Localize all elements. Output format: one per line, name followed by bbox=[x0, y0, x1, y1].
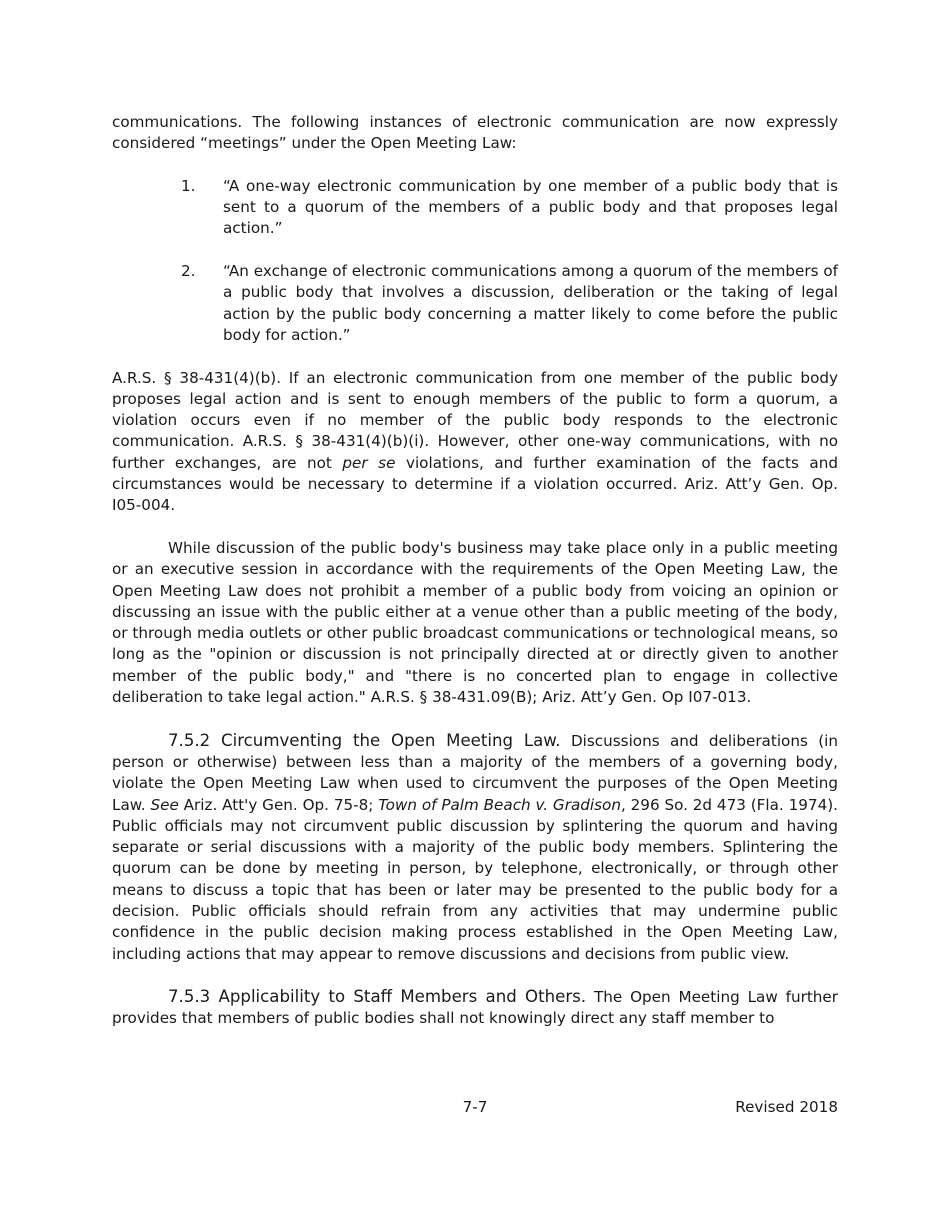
list-item bbox=[112, 176, 838, 240]
statute-text-1: A.R.S. § 38-431(4)(b). If an electronic communication from one member of the public body proposes legal action and is sent to enough members of the public to form a quorum, a violation occurs even if no member of the public body responds to the electronic communication. A.R.S. § 38-431(4)(b)(i). However, other one-way communications, with no further exchanges, are not bbox=[112, 368, 838, 472]
section-text: Ariz. Att'y Gen. Op. 75-8; bbox=[178, 795, 379, 814]
section-heading: 7.5.3 Applicability to Staff Members and Others. bbox=[168, 987, 587, 1007]
per-se-italic: per se bbox=[342, 453, 396, 472]
section-text: , 296 So. 2d 473 (Fla. 1974). Public officials may not circumvent public discussion by splintering the quorum and having separate or serial discussions with a majority of the public body members. Splintering the quorum can be done by meeting in person, by telephone, electronically, or through other means to discuss a topic that has been or later may be presented to the public body for a decision. Public officials should refrain from any activities that may undermine public confidence in the public decision making process established in the Open Meeting Law, including actions that may appear to remove discussions and decisions from public view. bbox=[112, 795, 838, 963]
discussion-paragraph: While discussion of the public body's business may take place only in a public meeting or an executive session in accordance with the requirements of the Open Meeting Law, the Open Meeting Law does not prohibit a member of a public body from voicing an opinion or discussing an issue with the public either at a venue other than a public meeting of the body, or through media outlets or other public broadcast communications or technological means, so long as the "opinion or discussion is not principally directed at or directly given to another member of the public body," and "there is no concerted plan to engage in collective deliberation to take legal action." A.R.S. § 38-431.09(B); Ariz. Att’y Gen. Op I07-013. bbox=[112, 538, 838, 707]
section-text: The Open Meeting Law further provides that members of public bodies shall not knowingly direct any staff member to bbox=[112, 988, 838, 1028]
page-number: 7-7 bbox=[462, 1098, 488, 1116]
list-item-text: “A one-way electronic communication by one member of a public body that is sent to a quorum of the members of a public body and that proposes legal action.” bbox=[223, 176, 838, 238]
meetings-list bbox=[112, 176, 838, 346]
section-text: Discussions and deliberations (in person or otherwise) between less than a majority of the members of a governing body, violate the Open Meeting Law when used to circumvent the purposes of the Open Meeting Law. bbox=[112, 731, 838, 814]
section-7-5-2 bbox=[112, 730, 838, 965]
page-footer bbox=[112, 1098, 838, 1120]
see-signal: See bbox=[150, 795, 179, 814]
statute-paragraph bbox=[112, 368, 838, 517]
intro-paragraph: communications. The following instances of electronic communication are now expressly considered “meetings” under the Open Meeting Law: bbox=[112, 113, 838, 153]
list-item-number: 1. bbox=[181, 176, 196, 195]
section-7-5-3 bbox=[112, 986, 838, 1030]
section-heading: 7.5.2 Circumventing the Open Meeting Law. bbox=[168, 730, 561, 750]
list-item bbox=[112, 261, 838, 346]
document-page bbox=[112, 112, 838, 1030]
list-item-text: “An exchange of electronic communications among a quorum of the members of a public body that involves a discussion, deliberation or the taking of legal action by the public body concerning a matter likely to come before the public body for action.” bbox=[223, 262, 838, 344]
statute-text-2: violations, and further examination of the facts and circumstances would be necessary to determine if a violation occurred. Ariz. Att’y Gen. Op. I05-004. bbox=[112, 453, 838, 515]
case-citation: Town of Palm Beach v. Gradison bbox=[378, 795, 621, 814]
list-item-number: 2. bbox=[181, 262, 196, 281]
revision-label: Revised 2018 bbox=[735, 1098, 838, 1116]
